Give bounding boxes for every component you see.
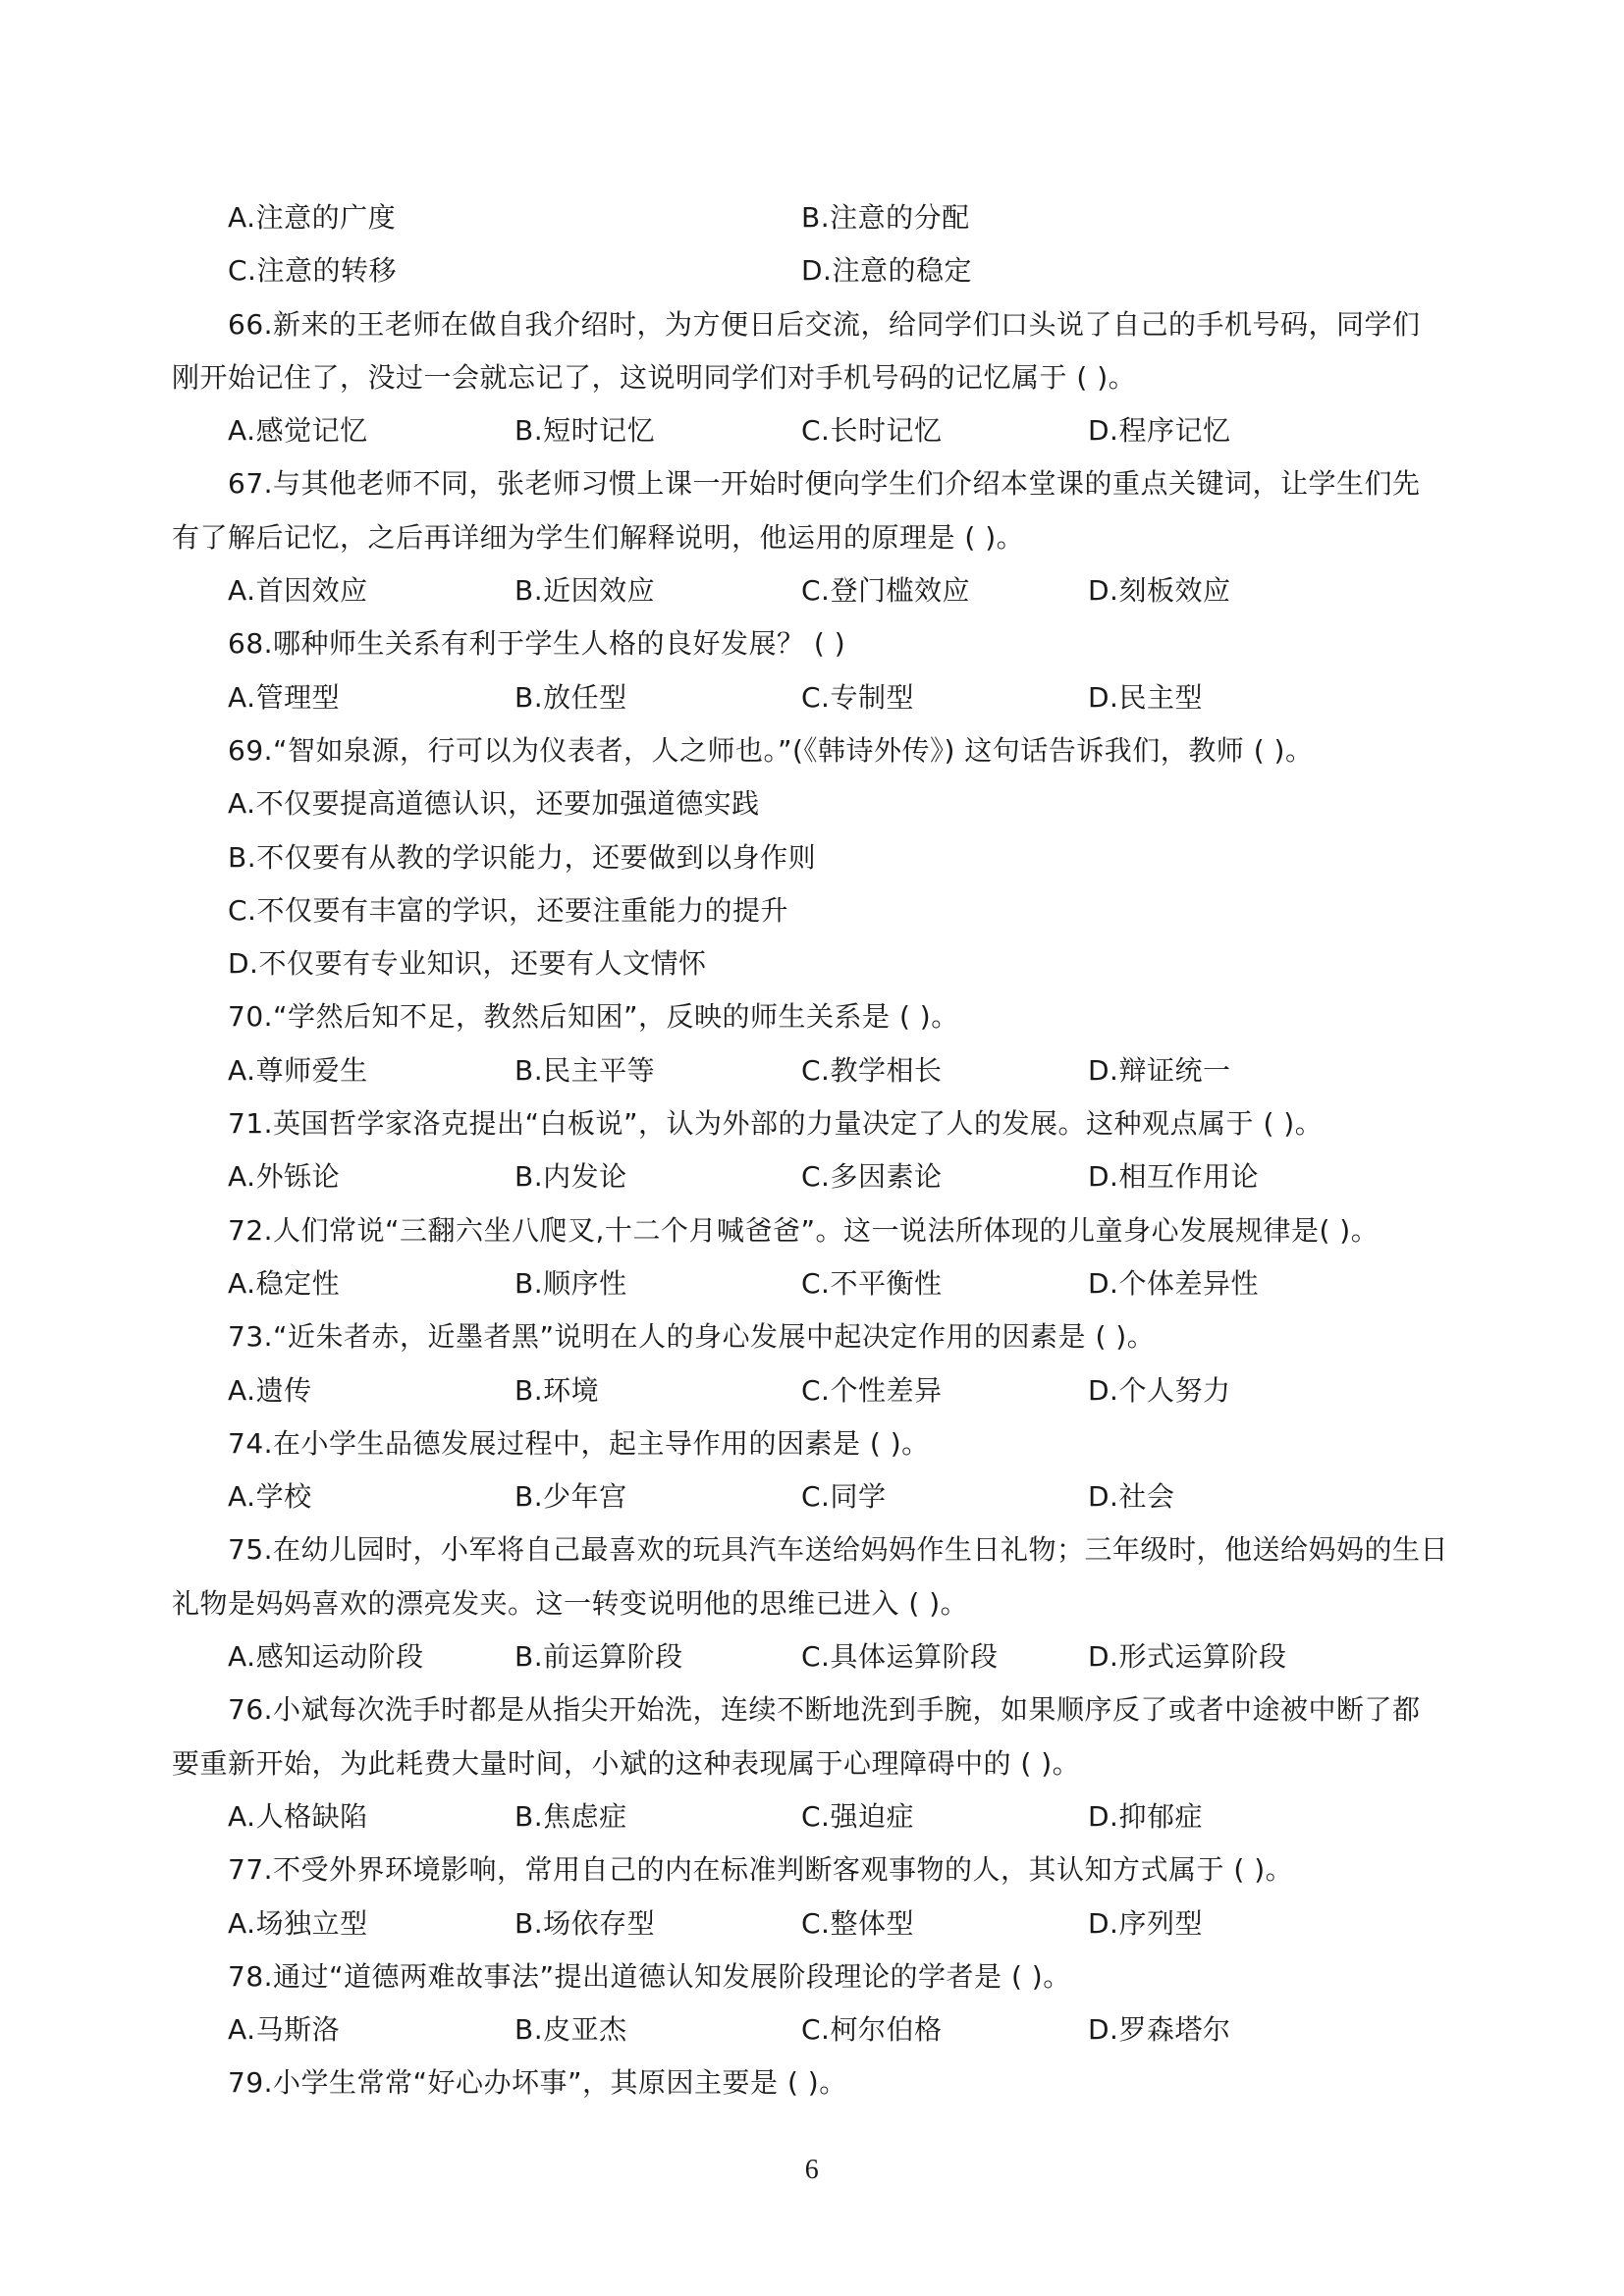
q77-option-b: B.场依存型	[514, 1906, 656, 1940]
q69-option-c: C.不仅要有丰富的学识，还要注重能力的提升	[228, 893, 788, 927]
q76-option-a: A.人格缺陷	[228, 1799, 368, 1833]
q71-option-b: B.内发论	[514, 1160, 627, 1194]
q74-stem: 74.在小学生品德发展过程中，起主导作用的因素是 ( )。	[228, 1426, 930, 1460]
q71-option-d: D.相互作用论	[1088, 1160, 1259, 1194]
q68-option-d: D.民主型	[1088, 680, 1203, 714]
q71-options	[172, 1150, 1453, 1203]
q71-stem: 71.英国哲学家洛克提出“白板说”，认为外部的力量决定了人的发展。这种观点属于 ( )。	[228, 1107, 1324, 1141]
q75-stem-line-2: 礼物是妈妈喜欢的漂亮发夹。这一转变说明他的思维已进入 ( )。	[172, 1586, 969, 1620]
q74-option-d: D.社会	[1088, 1480, 1175, 1514]
q73-options	[172, 1364, 1453, 1417]
q74-option-a: A.学校	[228, 1480, 312, 1514]
q78-option-b: B.皮亚杰	[514, 2013, 627, 2047]
q75-option-d: D.形式运算阶段	[1088, 1640, 1287, 1674]
q75-option-a: A.感知运动阶段	[228, 1640, 424, 1674]
q75-stem-line-1: 75.在幼儿园时，小军将自己最喜欢的玩具汽车送给妈妈作生日礼物；三年级时，他送给妈妈的生日	[228, 1533, 1449, 1567]
q69-option-b: B.不仅要有从教的学识能力，还要做到以身作则	[228, 840, 817, 874]
q65-options-row-1	[172, 191, 1453, 244]
q77-option-c: C.整体型	[801, 1906, 914, 1940]
q75-option-b: B.前运算阶段	[514, 1640, 683, 1674]
page-number: 6	[804, 2155, 820, 2185]
q77-stem: 77.不受外界环境影响，常用自己的内在标准判断客观事物的人，其认知方式属于 ( )。	[228, 1853, 1294, 1887]
q72-option-c: C.不平衡性	[801, 1266, 943, 1300]
q67-stem-line-2: 有了解后记忆，之后再详细为学生们解释说明，他运用的原理是 ( )。	[172, 520, 1025, 554]
q66-option-c: C.长时记忆	[801, 414, 943, 448]
q72-option-a: A.稳定性	[228, 1266, 341, 1300]
q72-option-d: D.个体差异性	[1088, 1266, 1259, 1300]
q76-option-b: B.焦虑症	[514, 1799, 627, 1833]
q66-option-d: D.程序记忆	[1088, 414, 1231, 448]
q73-option-b: B.环境	[514, 1373, 600, 1407]
q67-option-d: D.刻板效应	[1088, 574, 1231, 608]
q74-option-c: C.同学	[801, 1480, 887, 1514]
q69-option-d: D.不仅要有专业知识，还要有人文情怀	[228, 947, 707, 981]
q69-stem: 69.“智如泉源，行可以为仪表者，人之师也。”(《韩诗外传》) 这句话告诉我们，教师 ( )。	[228, 733, 1314, 767]
q67-option-a: A.首因效应	[228, 574, 368, 608]
question-list	[172, 191, 1453, 2110]
q70-option-c: C.教学相长	[801, 1053, 943, 1087]
q72-option-b: B.顺序性	[514, 1266, 627, 1300]
q69-option-a: A.不仅要提高道德认识，还要加强道德实践	[228, 787, 760, 821]
q66-option-b: B.短时记忆	[514, 414, 656, 448]
q71-option-a: A.外铄论	[228, 1160, 341, 1194]
q76-stem-line-1: 76.小斌每次洗手时都是从指尖开始洗，连续不断地洗到手腕，如果顺序反了或者中途被中断了都	[228, 1693, 1421, 1727]
q67-stem-line-1: 67.与其他老师不同，张老师习惯上课一开始时便向学生们介绍本堂课的重点关键词，让学生们先	[228, 467, 1421, 501]
q65-option-b: B.注意的分配	[801, 201, 970, 234]
q77-option-a: A.场独立型	[228, 1906, 368, 1940]
q65-option-a: A.注意的广度	[228, 201, 397, 234]
q67-options	[172, 564, 1453, 617]
q73-stem: 73.“近朱者赤，近墨者黑”说明在人的身心发展中起决定作用的因素是 ( )。	[228, 1320, 1156, 1354]
q78-stem: 78.通过“道德两难故事法”提出道德认知发展阶段理论的学者是 ( )。	[228, 1959, 1071, 1993]
q65-option-c: C.注意的转移	[228, 254, 397, 288]
q77-options	[172, 1897, 1453, 1950]
q65-option-d: D.注意的稳定	[801, 254, 972, 288]
q66-option-a: A.感觉记忆	[228, 414, 368, 448]
q73-option-d: D.个人努力	[1088, 1373, 1231, 1407]
q76-options	[172, 1790, 1453, 1843]
q76-option-d: D.抑郁症	[1088, 1799, 1203, 1833]
q68-option-a: A.管理型	[228, 680, 341, 714]
q65-options-row-2	[172, 244, 1453, 297]
q66-stem-line-2: 刚开始记住了，没过一会就忘记了，这说明同学们对手机号码的记忆属于 ( )。	[172, 360, 1137, 394]
q79-stem: 79.小学生常常“好心办坏事”，其原因主要是 ( )。	[228, 2066, 847, 2100]
q67-option-b: B.近因效应	[514, 574, 656, 608]
q76-stem-line-2: 要重新开始，为此耗费大量时间，小斌的这种表现属于心理障碍中的 ( )。	[172, 1746, 1081, 1780]
q70-option-d: D.辩证统一	[1088, 1053, 1231, 1087]
q71-option-c: C.多因素论	[801, 1160, 943, 1194]
q66-options	[172, 404, 1453, 457]
q75-option-c: C.具体运算阶段	[801, 1640, 999, 1674]
q78-option-d: D.罗森塔尔	[1088, 2013, 1231, 2047]
q75-options	[172, 1630, 1453, 1683]
q70-option-a: A.尊师爱生	[228, 1053, 368, 1087]
q68-stem: 68.哪种师生关系有利于学生人格的良好发展？ ( )	[228, 627, 846, 661]
q70-option-b: B.民主平等	[514, 1053, 656, 1087]
q67-option-c: C.登门槛效应	[801, 574, 970, 608]
q76-option-c: C.强迫症	[801, 1799, 914, 1833]
q74-options	[172, 1470, 1453, 1523]
q72-stem: 72.人们常说“三翻六坐八爬叉,十二个月喊爸爸”。这一说法所体现的儿童身心发展规律是( )。	[228, 1213, 1380, 1247]
q78-options	[172, 2003, 1453, 2056]
q73-option-a: A.遗传	[228, 1373, 312, 1407]
q74-option-b: B.少年宫	[514, 1480, 627, 1514]
q78-option-a: A.马斯洛	[228, 2013, 341, 2047]
q68-option-b: B.放任型	[514, 680, 627, 714]
q73-option-c: C.个性差异	[801, 1373, 943, 1407]
q72-options	[172, 1257, 1453, 1310]
q68-options	[172, 671, 1453, 724]
q70-stem: 70.“学然后知不足，教然后知困”，反映的师生关系是 ( )。	[228, 1000, 959, 1034]
q66-stem-line-1: 66.新来的王老师在做自我介绍时，为方便日后交流，给同学们口头说了自己的手机号码，同学们	[228, 307, 1421, 341]
q70-options	[172, 1044, 1453, 1097]
q77-option-d: D.序列型	[1088, 1906, 1203, 1940]
q78-option-c: C.柯尔伯格	[801, 2013, 943, 2047]
q68-option-c: C.专制型	[801, 680, 914, 714]
